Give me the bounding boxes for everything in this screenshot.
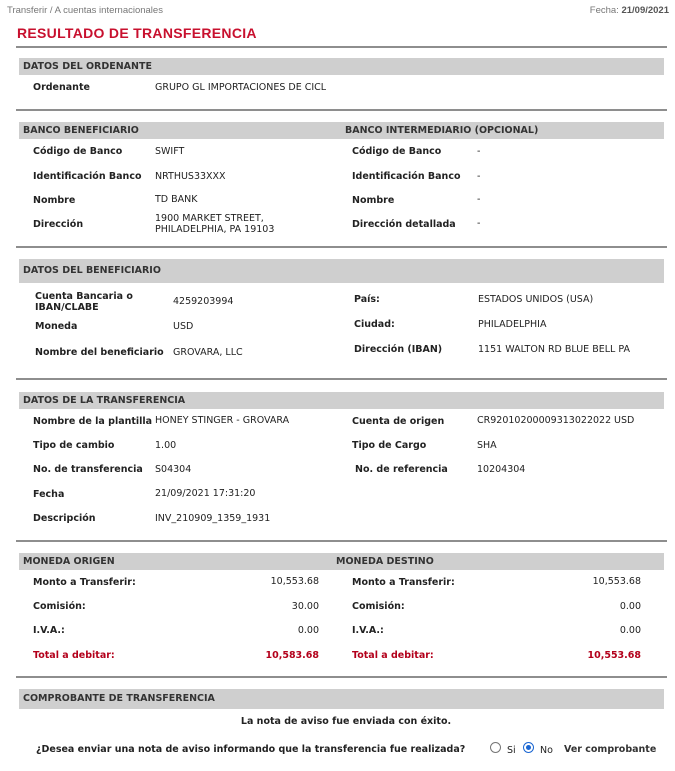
inter-dir-label: Dirección detallada — [352, 219, 456, 230]
iva-destino-label: I.V.A.: — [352, 625, 384, 636]
monto-destino-value: 10,553.68 — [592, 576, 641, 587]
direccion-iban-label: Dirección (IBAN) — [354, 344, 443, 355]
cuenta-origen-label: Cuenta de origen — [352, 416, 445, 427]
section-title: BANCO BENEFICIARIO — [23, 125, 139, 136]
date-value: 21/09/2021 — [621, 5, 669, 16]
tipo-cambio-label: Tipo de cambio — [33, 440, 115, 451]
descripcion-value: INV_210909_1359_1931 — [155, 513, 271, 524]
total-origen-label: Total a debitar: — [33, 650, 115, 661]
inter-codigo-value: - — [477, 146, 481, 157]
section-title: DATOS DEL BENEFICIARIO — [23, 265, 161, 276]
ciudad-label: Ciudad: — [354, 319, 395, 330]
ordenante-label: Ordenante — [33, 82, 90, 93]
moneda-value: USD — [173, 321, 194, 332]
section-title: BANCO INTERMEDIARIO (OPCIONAL) — [345, 125, 539, 136]
benef-ident-label: Identificación Banco — [33, 171, 142, 182]
section-title: DATOS DEL ORDENANTE — [23, 61, 152, 72]
benef-nombre-label: Nombre — [33, 195, 76, 206]
inter-ident-value: - — [477, 171, 481, 182]
section-divider — [16, 109, 667, 111]
no-referencia-label: No. de referencia — [355, 464, 448, 475]
nombre-beneficiario-label: Nombre del beneficiario — [35, 347, 164, 358]
cuenta-label-line1: Cuenta Bancaria o — [35, 291, 133, 302]
cuenta-value: 4259203994 — [173, 296, 234, 307]
iva-origen-value: 0.00 — [297, 625, 319, 636]
cuenta-origen-moneda: USD — [614, 415, 635, 426]
breadcrumb[interactable]: Transferir / A cuentas internacionales — [7, 5, 163, 16]
inter-nombre-label: Nombre — [352, 195, 395, 206]
total-origen-value: 10,583.68 — [265, 650, 319, 661]
comision-origen-value: 30.00 — [291, 601, 319, 612]
benef-dir-label: Dirección — [33, 219, 84, 230]
no-transferencia-value: S04304 — [155, 464, 192, 475]
notice-question: ¿Desea enviar una nota de aviso informando que la transferencia fue realizada? — [36, 744, 466, 755]
section-divider — [16, 540, 667, 542]
section-header-transferencia — [19, 392, 664, 409]
comision-destino-label: Comisión: — [352, 601, 405, 612]
date-display — [590, 5, 669, 16]
section-header-beneficiario — [19, 259, 664, 283]
plantilla-value: HONEY STINGER - GROVARA — [155, 415, 290, 426]
section-title: COMPROBANTE DE TRANSFERENCIA — [23, 693, 215, 704]
fecha-label: Fecha — [33, 489, 65, 500]
total-destino-label: Total a debitar: — [352, 650, 434, 661]
benef-ident-value: NRTHUS33XXX — [155, 171, 226, 182]
section-title: MONEDA ORIGEN — [23, 556, 115, 567]
date-label: Fecha: — [589, 5, 619, 16]
section-header-montos — [19, 553, 664, 570]
section-divider — [16, 46, 667, 48]
section-title: MONEDA DESTINO — [336, 556, 434, 567]
benef-codigo-label: Código de Banco — [33, 146, 123, 157]
success-notice: La nota de aviso fue enviada con éxito. — [240, 716, 452, 727]
iva-origen-label: I.V.A.: — [33, 625, 65, 636]
pais-value: ESTADOS UNIDOS (USA) — [478, 294, 594, 305]
monto-origen-value: 10,553.68 — [270, 576, 319, 587]
no-referencia-value: 10204304 — [477, 464, 526, 475]
descripcion-label: Descripción — [33, 513, 96, 524]
plantilla-label: Nombre de la plantilla — [33, 416, 153, 427]
benef-dir-line1: 1900 MARKET STREET, — [155, 213, 264, 224]
cuenta-label-line2: IBAN/CLABE — [35, 302, 99, 313]
total-destino-value: 10,553.68 — [587, 650, 641, 661]
radio-no-label[interactable]: No — [540, 745, 553, 756]
inter-dir-value: - — [477, 218, 481, 229]
section-header-bancos — [19, 122, 664, 139]
no-transferencia-label: No. de transferencia — [33, 464, 143, 475]
radio-si[interactable] — [490, 742, 501, 753]
inter-ident-label: Identificación Banco — [352, 171, 461, 182]
pais-label: País: — [354, 294, 380, 305]
tipo-cargo-label: Tipo de Cargo — [352, 440, 427, 451]
iva-destino-value: 0.00 — [619, 625, 641, 636]
tipo-cambio-value: 1.00 — [155, 440, 177, 451]
nombre-beneficiario-value: GROVARA, LLC — [173, 347, 243, 358]
benef-nombre-value: TD BANK — [155, 194, 198, 205]
comision-origen-label: Comisión: — [33, 601, 86, 612]
inter-codigo-label: Código de Banco — [352, 146, 442, 157]
monto-destino-label: Monto a Transferir: — [352, 577, 455, 588]
section-divider — [16, 378, 667, 380]
radio-si-label[interactable]: Si — [507, 745, 516, 756]
section-divider — [16, 246, 667, 248]
section-title: DATOS DE LA TRANSFERENCIA — [23, 395, 186, 406]
moneda-label: Moneda — [35, 321, 78, 332]
benef-codigo-value: SWIFT — [155, 146, 185, 157]
ordenante-value: GRUPO GL IMPORTACIONES DE CICL — [155, 82, 327, 93]
ver-comprobante-link[interactable]: Ver comprobante — [564, 744, 657, 755]
fecha-value: 21/09/2021 17:31:20 — [155, 488, 256, 499]
ciudad-value: PHILADELPHIA — [478, 319, 547, 330]
page-title: RESULTADO DE TRANSFERENCIA — [17, 25, 257, 41]
section-divider — [16, 676, 667, 678]
section-header-comprobante — [19, 689, 664, 709]
comision-destino-value: 0.00 — [619, 601, 641, 612]
cuenta-origen-value: CR92010200009313022022 — [477, 415, 612, 426]
radio-no[interactable] — [523, 742, 534, 753]
section-header-ordenante — [19, 58, 664, 75]
tipo-cargo-value: SHA — [477, 440, 497, 451]
direccion-iban-value: 1151 WALTON RD BLUE BELL PA — [478, 344, 630, 355]
benef-dir-line2: PHILADELPHIA, PA 19103 — [155, 224, 275, 235]
monto-origen-label: Monto a Transferir: — [33, 577, 136, 588]
inter-nombre-value: - — [477, 194, 481, 205]
